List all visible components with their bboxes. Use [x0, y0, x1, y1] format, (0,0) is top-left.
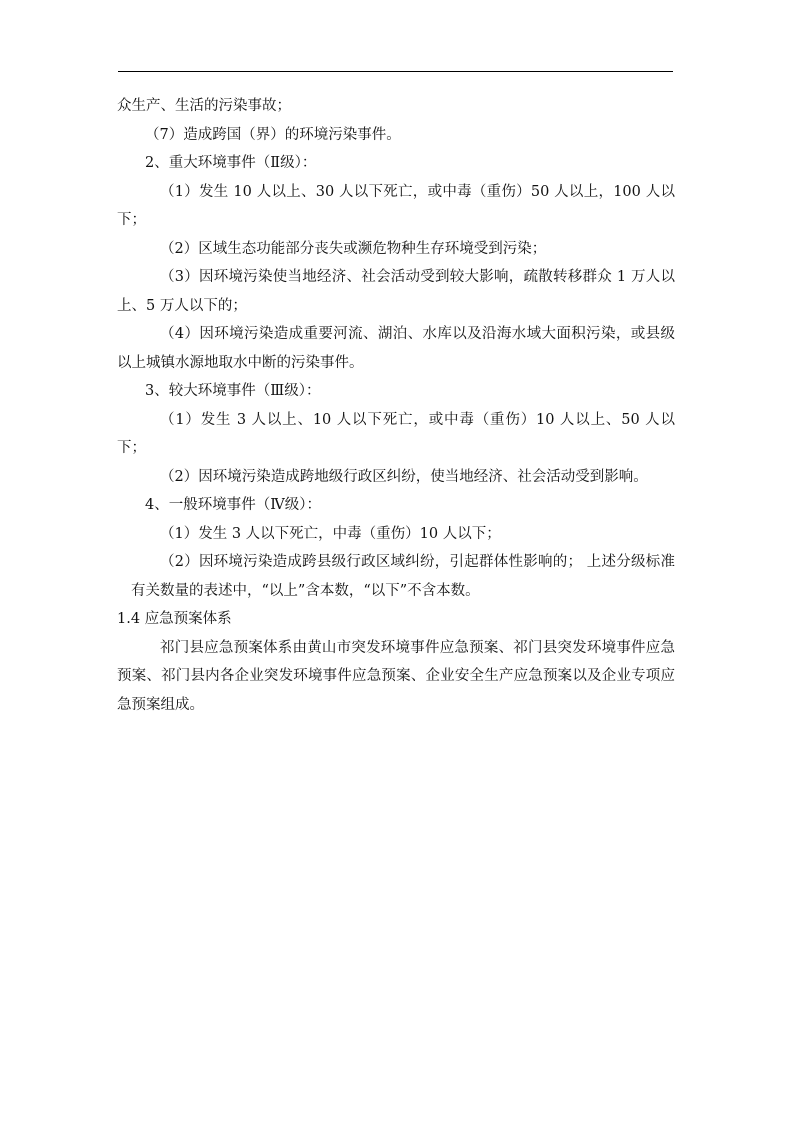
paragraph: （1）发生 3 人以下死亡，中毒（重伤）10 人以下； — [160, 525, 501, 542]
section-heading: 2、重大环境事件（Ⅱ级）： — [145, 155, 317, 171]
paragraph: （1）发生 10 人以上、30 人以下死亡，或中毒（重伤）50 人以上，100 人以下； — [117, 183, 675, 228]
paragraph: （2）因环境污染造成跨地级行政区纠纷，使当地经济、社会活动受到影响。 — [160, 468, 648, 485]
paragraph: （3）因环境污染使当地经济、社会活动受到较大影响，疏散转移群众 1 万人以上、5 万人以下的； — [117, 269, 675, 314]
paragraph: 众生产、生活的污染事故； — [117, 98, 291, 114]
paragraph: 祁门县应急预案体系由黄山市突发环境事件应急预案、祁门县突发环境事件应急预案、祁门县内各企业突发环境事件应急预案、企业安全生产应急预案以及企业专项应急预案组成。 — [117, 639, 675, 713]
section-heading: 1.4 应急预案体系 — [117, 611, 232, 627]
paragraph: （4）因环境污染造成重要河流、湖泊、水库以及沿海水域大面积污染，或县级以上城镇水源地取水中断的污染事件。 — [117, 326, 675, 371]
paragraph: （1）发生 3 人以上、10 人以下死亡，或中毒（重伤）10 人以上、50 人以下； — [117, 411, 675, 456]
body-text — [117, 92, 675, 719]
section-heading: 4、一般环境事件（Ⅳ级）： — [145, 497, 321, 513]
paragraph: （7）造成跨国（界）的环境污染事件。 — [145, 126, 401, 143]
section-heading: 3、较大环境事件（Ⅲ级）： — [145, 383, 321, 399]
paragraph: （2）因环境污染造成跨县级行政区域纠纷，引起群体性影响的； 上述分级标准有关数量的表述中，“以上”含本数，“以下”不含本数。 — [131, 554, 675, 599]
header-rule — [118, 71, 673, 72]
paragraph: （2）区域生态功能部分丧失或濒危物种生存环境受到污染； — [160, 240, 547, 257]
